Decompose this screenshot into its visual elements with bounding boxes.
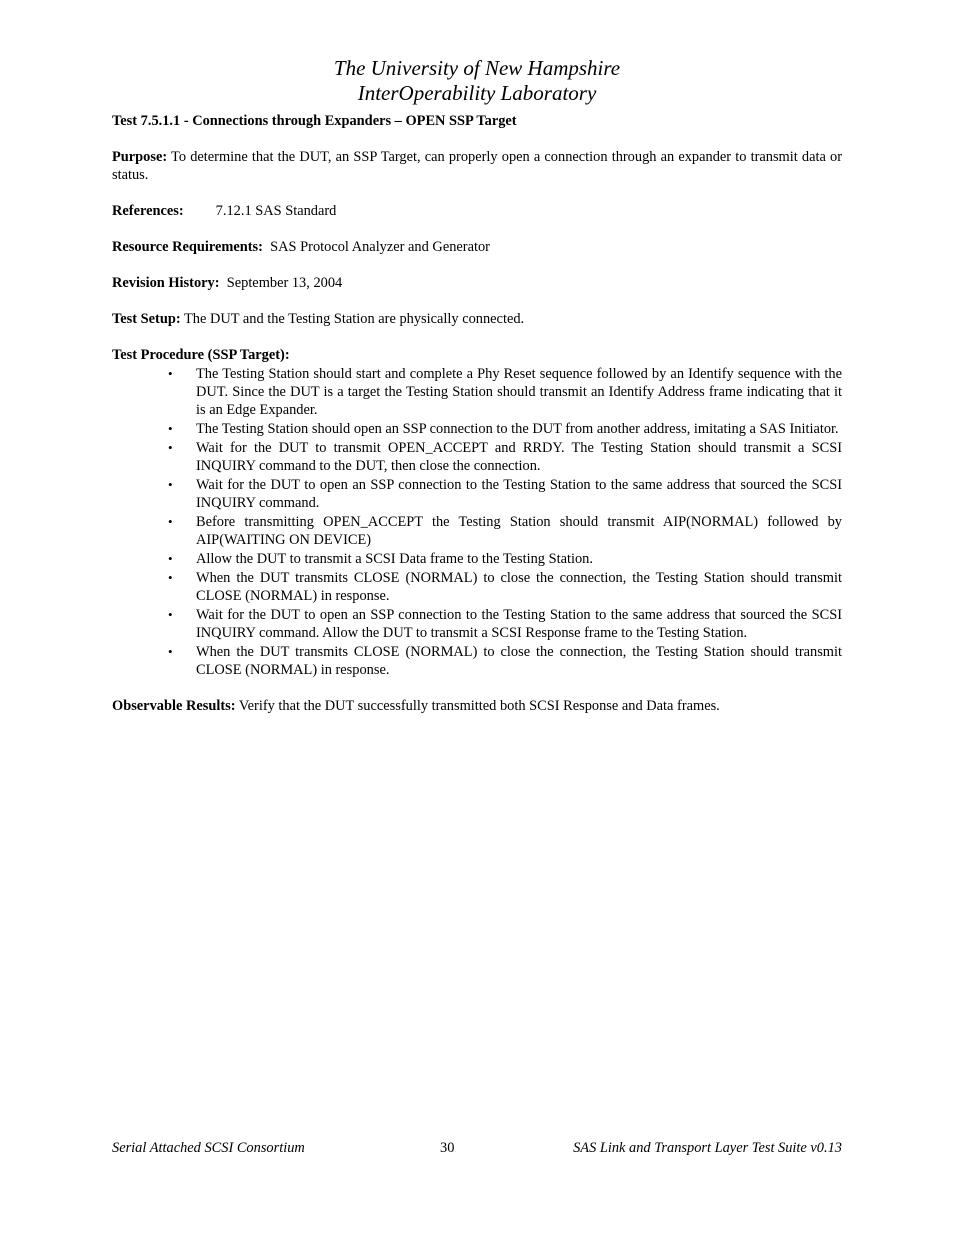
procedure-step <box>112 569 842 605</box>
bullet-icon: • <box>168 607 173 622</box>
document-page <box>112 0 842 1235</box>
procedure-step-text: Allow the DUT to transmit a SCSI Data frame to the Testing Station. <box>196 551 593 567</box>
page-footer <box>112 1139 842 1159</box>
resources-text: SAS Protocol Analyzer and Generator <box>262 239 490 255</box>
setup-label: Test Setup: <box>112 311 181 327</box>
procedure-step-text: When the DUT transmits CLOSE (NORMAL) to close the connection, the Testing Station should transmit CLOSE (NORMAL) in response. <box>196 570 842 604</box>
page-number: 30 <box>440 1140 455 1156</box>
footer-consortium: Serial Attached SCSI Consortium <box>112 1140 305 1156</box>
observable-section <box>112 697 842 715</box>
bullet-icon: • <box>168 477 173 492</box>
procedure-step-text: Wait for the DUT to open an SSP connection to the Testing Station to the same address that sourced the SCSI INQUIRY command. Allow the DUT to transmit a SCSI Response frame to the Testing Station. <box>196 607 842 641</box>
bullet-icon: • <box>168 570 173 585</box>
bullet-icon: • <box>168 551 173 566</box>
procedure-step <box>112 643 842 679</box>
bullet-icon: • <box>168 514 173 529</box>
procedure-step-text: The Testing Station should start and complete a Phy Reset sequence followed by an Identify sequence with the DUT. Since the DUT is a target the Testing Station should transmit an Identify Address frame indicating that it is an Edge Expander. <box>196 366 842 418</box>
test-title: Test 7.5.1.1 - Connections through Expanders – OPEN SSP Target <box>112 113 517 129</box>
procedure-step-text: The Testing Station should open an SSP connection to the DUT from another address, imitating a SAS Initiator. <box>196 421 839 437</box>
procedure-step <box>112 550 842 568</box>
resources-label: Resource Requirements: <box>112 239 263 255</box>
references-text: 7.12.1 SAS Standard <box>215 203 337 219</box>
bullet-icon: • <box>168 644 173 659</box>
observable-text: Verify that the DUT successfully transmitted both SCSI Response and Data frames. <box>235 698 720 714</box>
procedure-step <box>112 420 842 438</box>
procedure-step-text: When the DUT transmits CLOSE (NORMAL) to close the connection, the Testing Station should transmit CLOSE (NORMAL) in response. <box>196 644 842 678</box>
purpose-section <box>112 148 842 184</box>
setup-section <box>112 310 842 328</box>
references-section <box>112 202 842 220</box>
footer-suite-title: SAS Link and Transport Layer Test Suite v0.13 <box>573 1140 842 1156</box>
revision-label: Revision History: <box>112 275 220 291</box>
revision-text: September 13, 2004 <box>219 275 343 291</box>
purpose-text: To determine that the DUT, an SSP Target, can properly open a connection through an expander to transmit data or status. <box>112 149 842 183</box>
procedure-step <box>112 439 842 475</box>
procedure-step <box>112 365 842 419</box>
header-lab: InterOperability Laboratory <box>357 81 597 105</box>
bullet-icon: • <box>168 421 173 436</box>
resources-section <box>112 238 842 256</box>
revision-section <box>112 274 842 292</box>
procedure-step-text: Wait for the DUT to open an SSP connection to the Testing Station to the same address that sourced the SCSI INQUIRY command. <box>196 477 842 511</box>
procedure-steps <box>112 365 842 679</box>
purpose-label: Purpose: <box>112 149 168 165</box>
setup-text: The DUT and the Testing Station are physically connected. <box>180 311 525 327</box>
header-institution: The University of New Hampshire <box>333 56 621 80</box>
procedure-step-text: Before transmitting OPEN_ACCEPT the Testing Station should transmit AIP(NORMAL) followed by AIP(WAITING ON DEVICE) <box>196 514 842 548</box>
procedure-step <box>112 476 842 512</box>
procedure-step-text: Wait for the DUT to transmit OPEN_ACCEPT and RRDY. The Testing Station should transmit a SCSI INQUIRY command to the DUT, then close the connection. <box>196 440 842 474</box>
document-body <box>112 112 842 715</box>
bullet-icon: • <box>168 366 173 381</box>
procedure-step <box>112 606 842 642</box>
bullet-icon: • <box>168 440 173 455</box>
procedure-step <box>112 513 842 549</box>
page-header <box>112 56 842 106</box>
observable-label: Observable Results: <box>112 698 236 714</box>
procedure-heading: Test Procedure (SSP Target): <box>112 347 290 363</box>
references-label: References: <box>112 203 184 219</box>
